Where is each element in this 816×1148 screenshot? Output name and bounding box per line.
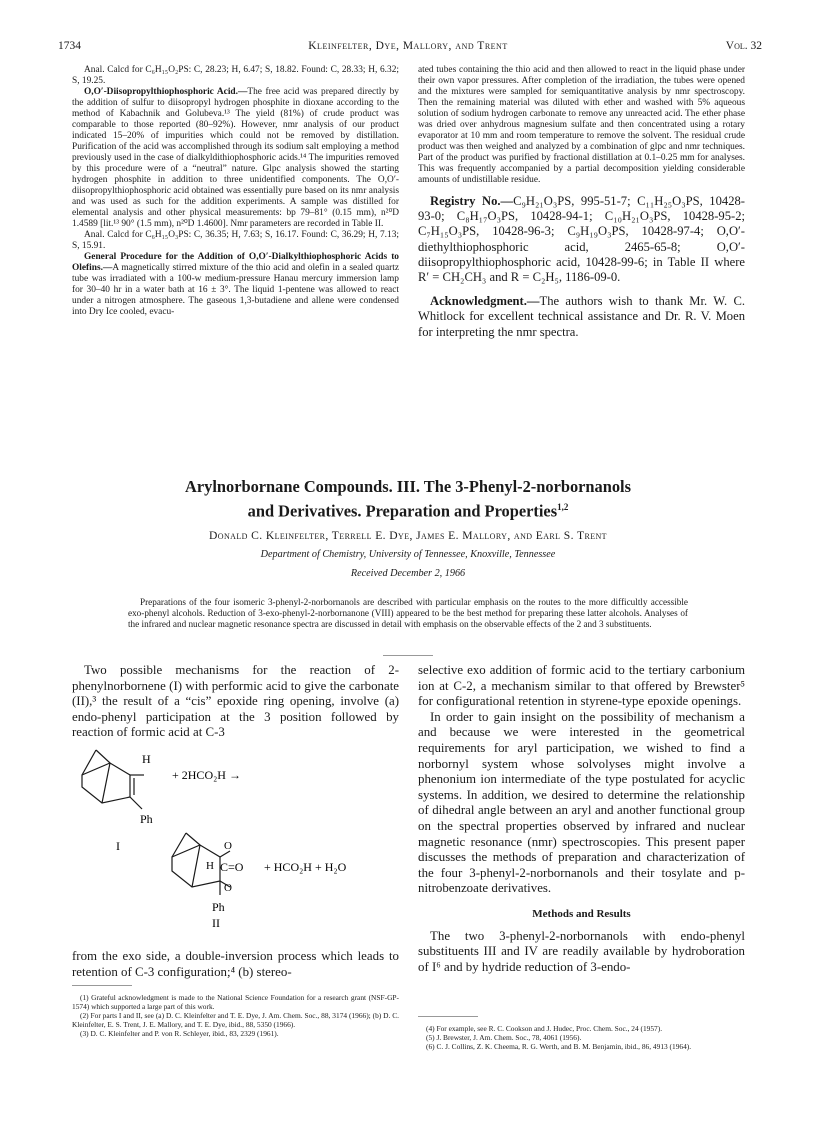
acknowledgment-text: The authors wish to thank Mr. W. C. Whitlock for excellent technical assistance and Dr. R. V. Moen for interpreting the nmr spectra.	[418, 294, 745, 339]
reagent-formic-acid: + 2HCO₂H →	[172, 768, 241, 782]
page-number: 1734	[58, 40, 81, 52]
article-abstract: Preparations of the four isomeric 3-phenyl-2-norbornanols are described with particular emphasis on the routes to the more difficultly accessible exo-phenyl alcohols. Reduction of 3-exo-phenyl-2-norbornanone (VIII) appeared to be the best method for preparing these latter alcohols. Analyses of the infrared and nuclear magnetic resonance spectra are discussed in detail with emphasis on the observable effects of the 2 and 3 substituents.	[128, 597, 688, 629]
label-h-II: H	[206, 860, 214, 872]
diisopropyl-heading: O,O′-Diisopropylthiophosphoric Acid.—	[84, 87, 248, 97]
footnote-4: (4) For example, see R. C. Cookson and J. Hudec, Proc. Chem. Soc., 24 (1957).	[426, 1024, 663, 1033]
aims-paragraph: In order to gain insight on the possibility of mechanism a and because we were interested in the geometrical requirements for aryl participation, we wished to find a norbornyl system whose solvolyses might involve a phenonium ion intermediate of the type postulated for acyclic systems. In addition, we desired to determine the relationship of dihedral angle between an aryl and another functional group on the spectral properties observed by infrared and nuclear magnetic resonance (nmr) spectroscopies. This present paper discusses the methods of preparation and characterization of the four 3-phenyl-2-norbornanols and their tosylate and p-nitrobenzoate derivatives.	[418, 709, 745, 896]
general-procedure-heading: General Procedure for the Addition of O,O′-Dialkylthiophosphoric Acids to Olefins.—	[72, 252, 399, 273]
registry-numbers: C₉H₂₁O₃PS, 995-51-7; C₁₁H₂₅O₃PS, 10428-93-0; C₈H₁₇O₃PS, 10428-94-1; C₁₀H₂₁O₃PS, 10428-95-2; C₇H₁₅O₃PS, 10428-96-3; C₉H₁₉O₃PS, 10428-97-4; O,O′-diethylthiophosphoric acid, 2465-65-8; O,O′-diisopropylthiophosphoric acid, 10428-99-6; in Table II where R′ = CH₂CH₃ and R = C₂H₅, 1186-09-0.	[418, 194, 745, 285]
body-right-column	[418, 663, 745, 975]
running-title: Kleinfelter, Dye, Mallory, and Trent	[308, 40, 508, 52]
general-procedure-paragraph: A magnetically stirred mixture of the thio acid and olefin in a sealed quartz tube was irradiated with a 100-w medium-pressure Hanau mercury immersion lamp for 30–40 hr in a water bath at 16 ± 3°. The liquid 1-pentene was allowed to react under a nitrogen atmosphere. The gaseous 1,3-butadiene and allene were condensed into Dry Ice cooled, evacu-	[72, 263, 399, 317]
procedure-continuation: ated tubes containing the thio acid and then allowed to react in the liquid phase under their own vapor pressures. After completion of the irradiation, the tubes were opened and the mixtures were sampled for semiquantitative analysis by nmr spectroscopy. Then the remaining material was diluted with ether and washed with 5% aqueous solution of sodium hydrogen carbonate to remove any unreacted acid. The ether phase was dried over anhydrous magnesium sulfate and then concentrated using a rotary evaporator at 10 mm and room temperature to remove the solvent. The residual crude product was then weighed and analyzed by a combination of glpc and nmr techniques. Part of the product was purified by fractional distillation at 0.1–0.25 mm for analyses. This was frequently accompanied by a partial decomposition yielding considerable amounts of undistillable residue.	[418, 65, 745, 185]
experimental-left-column	[72, 65, 399, 318]
compound-label-I: I	[116, 839, 120, 853]
label-ph-I: Ph	[140, 812, 153, 826]
norbornene-structure-I	[82, 750, 144, 809]
section-heading-methods: Methods and Results	[532, 907, 631, 920]
analysis-2: Anal. Calcd for C₆H₁₅O₃PS: C, 36.35; H, 7.63; S, 16.17. Found: C, 36.29; H, 7.13; S, 15.91.	[72, 230, 399, 251]
intro-paragraph-1: Two possible mechanisms for the reaction of 2-phenylnorbornene (I) with performic acid to give the carbonate (II),³ the result of a “cis” epoxide ring opening, involve (a) endo-phenyl participation at the 3 position followed by reaction of formic acid at C-3	[72, 663, 399, 740]
body-left-continued	[72, 949, 399, 980]
abstract-rule	[383, 655, 433, 656]
article-affiliation: Department of Chemistry, University of Tennessee, Knoxville, Tennessee	[260, 549, 556, 560]
label-h-I: H	[142, 752, 151, 766]
registry-heading: Registry No.—	[430, 194, 514, 208]
article-title	[0, 476, 816, 521]
article-title-line-2: and Derivatives. Preparation and Properties	[247, 501, 558, 521]
intro-paragraph-1-continued: from the exo side, a double-inversion process which leads to retention of C-3 configuration;⁴ (b) stereo-	[72, 949, 399, 979]
article-title-footnote-ref: 1,2	[557, 502, 569, 512]
methods-paragraph-1: The two 3-phenyl-2-norbornanols with endo-phenyl substituents III and IV are readily available by hydroboration of I⁶ and by hydride reduction of 3-endo-	[418, 928, 745, 974]
article-title-line-1: Arylnorbornane Compounds. III. The 3-Phenyl-2-norbornanols	[185, 477, 631, 496]
body-left-intro	[72, 663, 399, 741]
reaction-products: + HCO₂H + H₂O	[264, 860, 347, 874]
mechanism-b-text: selective exo addition of formic acid to the tertiary carbonium ion at C-2, a mechanism similar to that offered by Brewster⁵ for configurational retention in styrene-type epoxide openings.	[418, 663, 745, 709]
label-ph-II: Ph	[212, 900, 225, 914]
footnotes-right	[418, 1024, 745, 1051]
article-received-date: Received December 2, 1966	[350, 568, 466, 579]
footnote-rule-right	[418, 1016, 478, 1017]
footnote-3: (3) D. C. Kleinfelter and P. von R. Schleyer, ibid., 83, 2329 (1961).	[80, 1029, 279, 1038]
diisopropyl-paragraph: The free acid was prepared directly by the addition of sulfur to diisopropyl hydrogen phosphite in dioxane according to the method of Kabachnik and Golubeva.¹³ The yield (81%) of crude product was comparable to those reported (80–92%). However, nmr analysis of our product indicated 15–20% of impurities which could not be removed by distillation. Purification of the acid was accomplished through its sodium salt employing a method previously used in the case of dialkyldithiophosphoric acids.¹⁴ The impurities removed by this procedure were of a “neutral” nature. Glpc analysis showed the starting hydrogen phosphite in addition to three unidentified components. The O,O′-diisopropylthiophosphoric acid obtained was essentially pure based on its nmr analysis and was used as such for the addition experiments. A sample was distilled for elemental analysis and other physical measurements: bp 79–81° (0.15 mm), n²⁰D 1.4589 [lit.¹³ 90° (1.5 mm), n²⁰D 1.4600]. Nmr parameters are recorded in Table II.	[72, 87, 399, 229]
label-carbonyl: C=O	[220, 860, 244, 874]
footnote-1: (1) Grateful acknowledgment is made to the National Science Foundation for a research grant (NSF-GP-1574) which supported a large part of this work.	[72, 993, 399, 1011]
footnote-6: (6) C. J. Collins, Z. K. Cheema, R. G. Werth, and B. M. Benjamin, ibid., 86, 4913 (1964).	[426, 1042, 692, 1051]
reaction-scheme	[72, 745, 402, 945]
acknowledgment-heading: Acknowledgment.—	[430, 294, 540, 309]
footnote-rule-left	[72, 985, 132, 986]
footnote-2: (2) For parts I and II, see (a) D. C. Kleinfelter and T. E. Dye, J. Am. Chem. Soc., 88, 3174 (1966); (b) D. C. Kleinfelter, E. S. Trent, J. E. Mallory, and T. E. Dye, ibid., 88, 5350 (1966).	[72, 1011, 399, 1029]
analysis-1: Anal. Calcd for C₆H₁₅O₂PS: C, 28.23; H, 6.47; S, 18.82. Found: C, 28.33; H, 6.32; S, 19.25.	[72, 65, 399, 86]
article-authors: Donald C. Kleinfelter, Terrell E. Dye, James E. Mallory, and Earl S. Trent	[209, 529, 607, 542]
volume: Vol. 32	[725, 40, 762, 52]
footnote-5: (5) J. Brewster, J. Am. Chem. Soc., 78, 4061 (1956).	[426, 1033, 582, 1042]
experimental-right-column	[418, 65, 745, 340]
label-o-lower: O	[224, 882, 232, 894]
footnotes-left	[72, 993, 399, 1038]
label-o-upper: O	[224, 840, 232, 852]
compound-label-II: II	[212, 916, 220, 930]
